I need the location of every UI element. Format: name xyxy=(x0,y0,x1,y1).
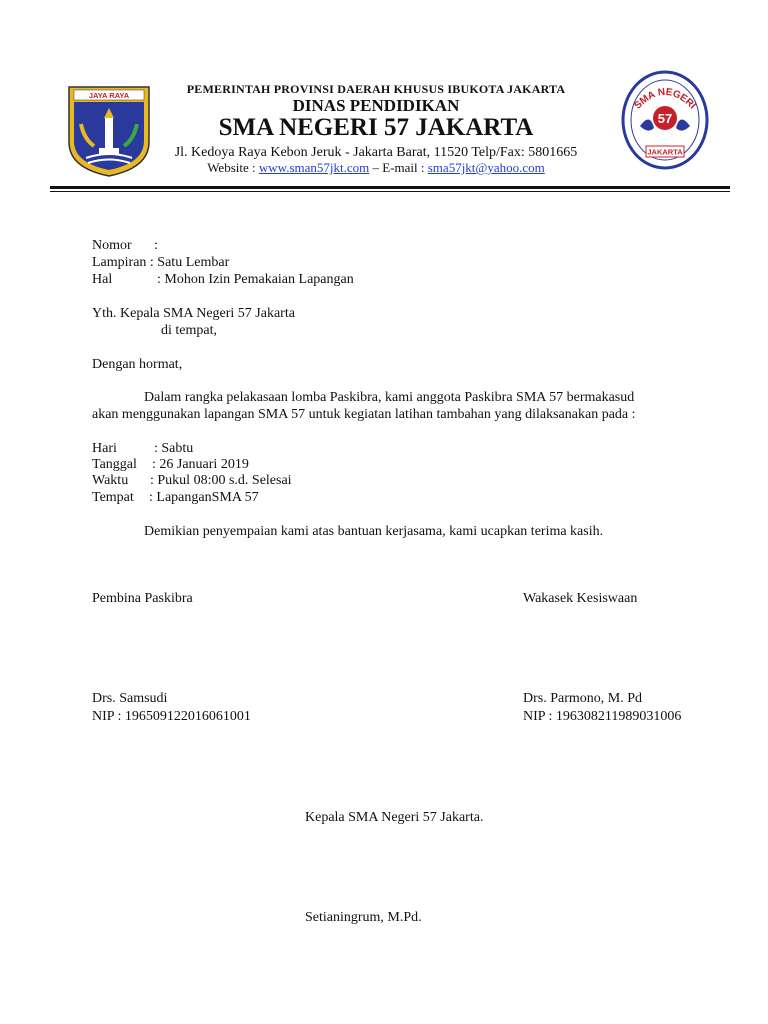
letterhead-department: DINAS PENDIDIKAN xyxy=(292,96,460,115)
paragraph-line-1: Dalam rangka pelakasaan lomba Paskibra, kami anggota Paskibra SMA 57 bermakasud xyxy=(144,390,635,405)
paragraph-line-2: akan menggunakan lapangan SMA 57 untuk kegiatan latihan tambahan yang dilaksanakan pada : xyxy=(92,407,636,422)
letterhead-address: Jl. Kedoya Raya Kebon Jeruk - Jakarta Barat, 11520 Telp/Fax: 5801665 xyxy=(174,145,578,160)
hal-row xyxy=(92,271,354,288)
email-label: – E-mail : xyxy=(369,160,428,175)
crest-motto: JAYA RAYA xyxy=(88,91,130,100)
recipient-location: di tempat, xyxy=(161,323,217,338)
hal-value: : Mohon Izin Pemakaian Lapangan xyxy=(157,272,354,287)
principal-name: Setianingrum, M.Pd. xyxy=(305,910,422,925)
school-emblem-logo xyxy=(620,68,710,172)
nomor-label: Nomor xyxy=(92,238,132,253)
lampiran-row xyxy=(92,254,229,271)
hari-value: : Sabtu xyxy=(154,441,194,456)
emblem-number: 57 xyxy=(657,111,673,126)
right-signatory-name: Drs. Parmono, M. Pd xyxy=(523,691,643,706)
schedule-waktu-row xyxy=(92,472,292,489)
letterhead-contact xyxy=(156,160,596,176)
tanggal-value: : 26 Januari 2019 xyxy=(152,457,249,472)
hari-label: Hari xyxy=(92,441,117,456)
emblem-bottom-text: JAKARTA xyxy=(647,147,683,157)
schedule-hari-row xyxy=(92,440,193,457)
principal-title: Kepala SMA Negeri 57 Jakarta. xyxy=(305,810,484,825)
emblem-top-text: SMA NEGERI xyxy=(632,86,698,112)
lampiran-label: Lampiran xyxy=(92,255,147,270)
website-link[interactable]: www.sman57jkt.com xyxy=(258,160,370,175)
nomor-separator: : xyxy=(154,238,158,253)
waktu-value: : Pukul 08:00 s.d. Selesai xyxy=(150,473,292,488)
greeting: Dengan hormat, xyxy=(92,357,183,372)
schedule-tempat-row xyxy=(92,489,259,506)
tempat-value: : LapanganSMA 57 xyxy=(149,490,259,505)
website-label: Website : xyxy=(207,160,259,175)
letterhead-government: PEMERINTAH PROVINSI DAERAH KHUSUS IBUKOTA JAKARTA xyxy=(186,82,566,96)
waktu-label: Waktu xyxy=(92,473,129,488)
right-signatory-nip: NIP : 196308211989031006 xyxy=(523,709,682,724)
right-signatory-title: Wakasek Kesiswaan xyxy=(523,591,638,606)
nomor-row xyxy=(92,237,158,254)
left-signatory-name: Drs. Samsudi xyxy=(92,691,168,706)
letterhead-divider-thin xyxy=(50,191,730,192)
closing-sentence: Demikian penyempaian kami atas bantuan kerjasama, kami ucapkan terima kasih. xyxy=(144,524,604,539)
recipient-line: Yth. Kepala SMA Negeri 57 Jakarta xyxy=(92,306,295,321)
left-signatory-nip: NIP : 196509122016061001 xyxy=(92,709,251,724)
letterhead-school-name: SMA NEGERI 57 JAKARTA xyxy=(218,114,534,141)
hal-label: Hal xyxy=(92,272,113,287)
left-signatory-title: Pembina Paskibra xyxy=(92,591,193,606)
schedule-tanggal-row xyxy=(92,456,249,473)
jakarta-crest-logo xyxy=(66,84,152,178)
tempat-label: Tempat xyxy=(92,490,134,505)
tanggal-label: Tanggal xyxy=(92,457,137,472)
lampiran-value: : Satu Lembar xyxy=(149,255,230,270)
email-link[interactable]: sma57jkt@yahoo.com xyxy=(427,160,545,175)
letterhead-divider-thick xyxy=(50,186,730,189)
